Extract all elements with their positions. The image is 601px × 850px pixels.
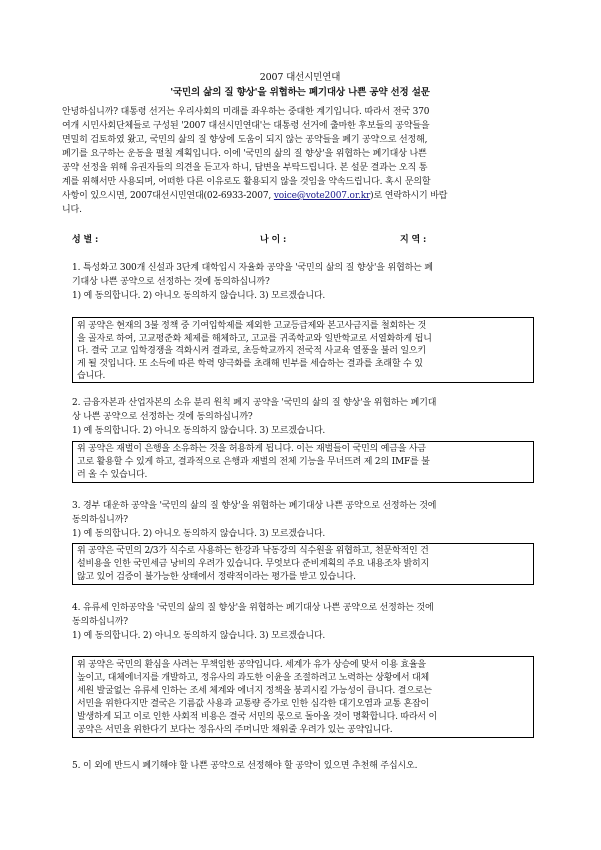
explanation-line: 다. 결국 고교 입학경쟁을 격화시켜 결과로, 초등학교까지 전국적 사교육 열풍을 불러 일으키	[77, 346, 426, 356]
question-4-options[interactable]: 1) 예 동의합니다. 2) 아니오 동의하지 않습니다. 3) 모르겠습니다.	[72, 631, 326, 641]
explanation-line: 세원 발굴없는 유류세 인하는 조세 체계와 에너지 정책을 붕괴시킬 가능성이 큽니다. 결으로는	[77, 686, 432, 696]
explanation-line: 않고 있어 검증이 불가능한 상태에서 정략적이라는 평가를 받고 있습니다.	[77, 572, 356, 582]
question-3-explanation-box	[72, 543, 534, 585]
intro-line: 여개 시민사회단체들로 구성된 '2007 대선시민연대'는 대통령 선거에 출마한 후보들의 공약들을	[62, 121, 430, 131]
explanation-line: 서민을 위한다지만 결국은 기름값 사용과 교통량 증가로 인한 심각한 대기오염과 교통 혼잡이	[77, 699, 430, 709]
intro-contact-line	[62, 190, 447, 202]
question-1-explanation-box	[72, 317, 534, 383]
explanation-line: 위 공약은 국민의 환심을 사려는 무책임한 공약입니다. 세계가 유가 상승에 맞서 이용 효율을	[77, 660, 426, 670]
question-1-text: 기대상 나쁜 공약으로 선정하는 것에 동의하십니까?	[72, 277, 270, 287]
question-4-explanation-box	[72, 656, 534, 738]
question-3-options[interactable]: 1) 예 동의합니다. 2) 아니오 동의하지 않습니다. 3) 모르겠습니다.	[72, 529, 326, 539]
intro-line: 안녕하십니까? 대통령 선거는 우리사회의 미래를 좌우하는 중대한 계기입니다. 따라서 전국 370	[62, 107, 430, 117]
explanation-line: 위 공약은 현재의 3불 정책 중 기여입학제를 제외한 고교등급제와 본고사금지를 철회하는 것	[77, 321, 427, 331]
intro-line: 폐기를 요구하는 운동을 펼칠 계획입니다. 이에 '국민의 삶의 질 향상'을 위협하는 폐기대상 나쁜	[62, 149, 427, 159]
explanation-line: 게 될 것입니다. 또 소득에 따른 학력 양극화를 초래해 빈부를 세습하는 결과를 초래할 수 있	[77, 358, 423, 369]
explanation-line: 공약은 서민을 위한다기 보다는 정유사의 주머니만 채워줄 우려가 있는 공약입니다.	[77, 725, 393, 735]
intro-line: 면밀히 검토하였 왔고, 국민의 삶의 질 향상에 도움이 되지 않는 공약들을 폐기 공약으로 선정해,	[62, 135, 428, 145]
survey-title: '국민의 삶의 질 향상'을 위협하는 폐기대상 나쁜 공약 선정 설문	[170, 87, 430, 98]
question-4-text: 4. 유류세 인하공약을 '국민의 삶의 질 향상'을 위협하는 폐기대상 나쁜 공약으로 선정하는 것에	[72, 603, 434, 613]
question-1-options[interactable]: 1) 예 동의합니다. 2) 아니오 동의하지 않습니다. 3) 모르겠습니다.	[72, 291, 326, 301]
intro-line: 공약 선정을 위해 유권자들의 의견을 듣고자 하니, 답변을 부탁드립니다. 본 설문 결과는 오직 통	[62, 163, 428, 173]
explanation-line: 을 골자로 하여, 고교평준화 체제를 해체하고, 고교를 귀족학교와 일반학교로 서열화하게 됩니	[77, 333, 432, 344]
explanation-line: 고로 활용할 수 있게 하고, 결과적으로 은행과 재벌의 전체 기능을 무너뜨려 제 2의 IMF를 불	[77, 457, 430, 467]
region-label: 지 역 :	[400, 235, 427, 245]
intro-line: 니다.	[62, 205, 82, 215]
gender-label: 성 별 :	[72, 235, 99, 245]
age-label: 나 이 :	[260, 235, 287, 245]
question-2-explanation-box	[72, 441, 534, 483]
question-3-text: 동의하십니까?	[72, 515, 128, 525]
question-4-text: 동의하십니까?	[72, 617, 128, 627]
org-title: 2007 대선시민연대	[259, 72, 341, 83]
intro-line: 계를 위해서만 사용되며, 어떠한 다른 이유로도 활용되지 않을 것임을 약속드립니다. 혹시 문의할	[62, 177, 431, 187]
explanation-line: 습니다.	[77, 371, 106, 381]
question-1-text: 1. 특성화고 300개 신설과 3단계 대학입시 자율화 공약을 '국민의 삶의 질 향상'을 위협하는 폐	[72, 263, 433, 273]
email-link[interactable]: voice@vote2007.or.kr	[273, 191, 371, 201]
question-3-text: 3. 경부 대운하 공약을 '국민의 삶의 질 향상'을 위협하는 폐기대상 나쁜 공약으로 선정하는 것에	[72, 501, 437, 511]
contact-prefix: 사항이 있으시면, 2007대선시민연대(02-6933-2007,	[62, 191, 274, 201]
explanation-line: 러 올 수 있습니다.	[77, 470, 148, 480]
explanation-line: 설비용을 인한 국민세금 낭비의 우려가 있습니다. 무엇보다 준비계획의 주요 내용조차 밝히지	[77, 559, 430, 569]
question-2-text: 상 나쁜 공약으로 선정하는 것에 동의하십니까?	[72, 412, 253, 422]
contact-suffix: )로 연락하시기 바랍	[370, 191, 448, 201]
explanation-line: 높이고, 대체에너지를 개발하고, 정유사의 과도한 이윤을 조절하려고 노력하는 상황에서 대체	[77, 673, 430, 683]
explanation-line: 발생하게 되고 이로 인한 사회적 비용은 결국 서민의 몫으로 돌아올 것이 명확합니다. 따라서 이	[77, 712, 438, 722]
question-2-options[interactable]: 1) 예 동의합니다. 2) 아니오 동의하지 않습니다. 3) 모르겠습니다.	[72, 426, 326, 436]
explanation-line: 위 공약은 국민의 2/3가 식수로 사용하는 한강과 낙동강의 식수원을 위협하고, 천문학적인 건	[77, 546, 429, 556]
explanation-line: 위 공약은 재벌이 은행을 소유하는 것을 허용하게 됩니다. 이는 재벌들이 국민의 예금을 사금	[77, 444, 426, 454]
question-2-text: 2. 금융자본과 산업자본의 소유 분리 원칙 폐지 공약을 '국민의 삶의 질 향상'을 위협하는 폐기대	[72, 398, 437, 408]
question-5-text: 5. 이 외에 반드시 폐기해야 할 나쁜 공약으로 선정해야 할 공약이 있으면 추천해 주십시오.	[72, 761, 418, 771]
